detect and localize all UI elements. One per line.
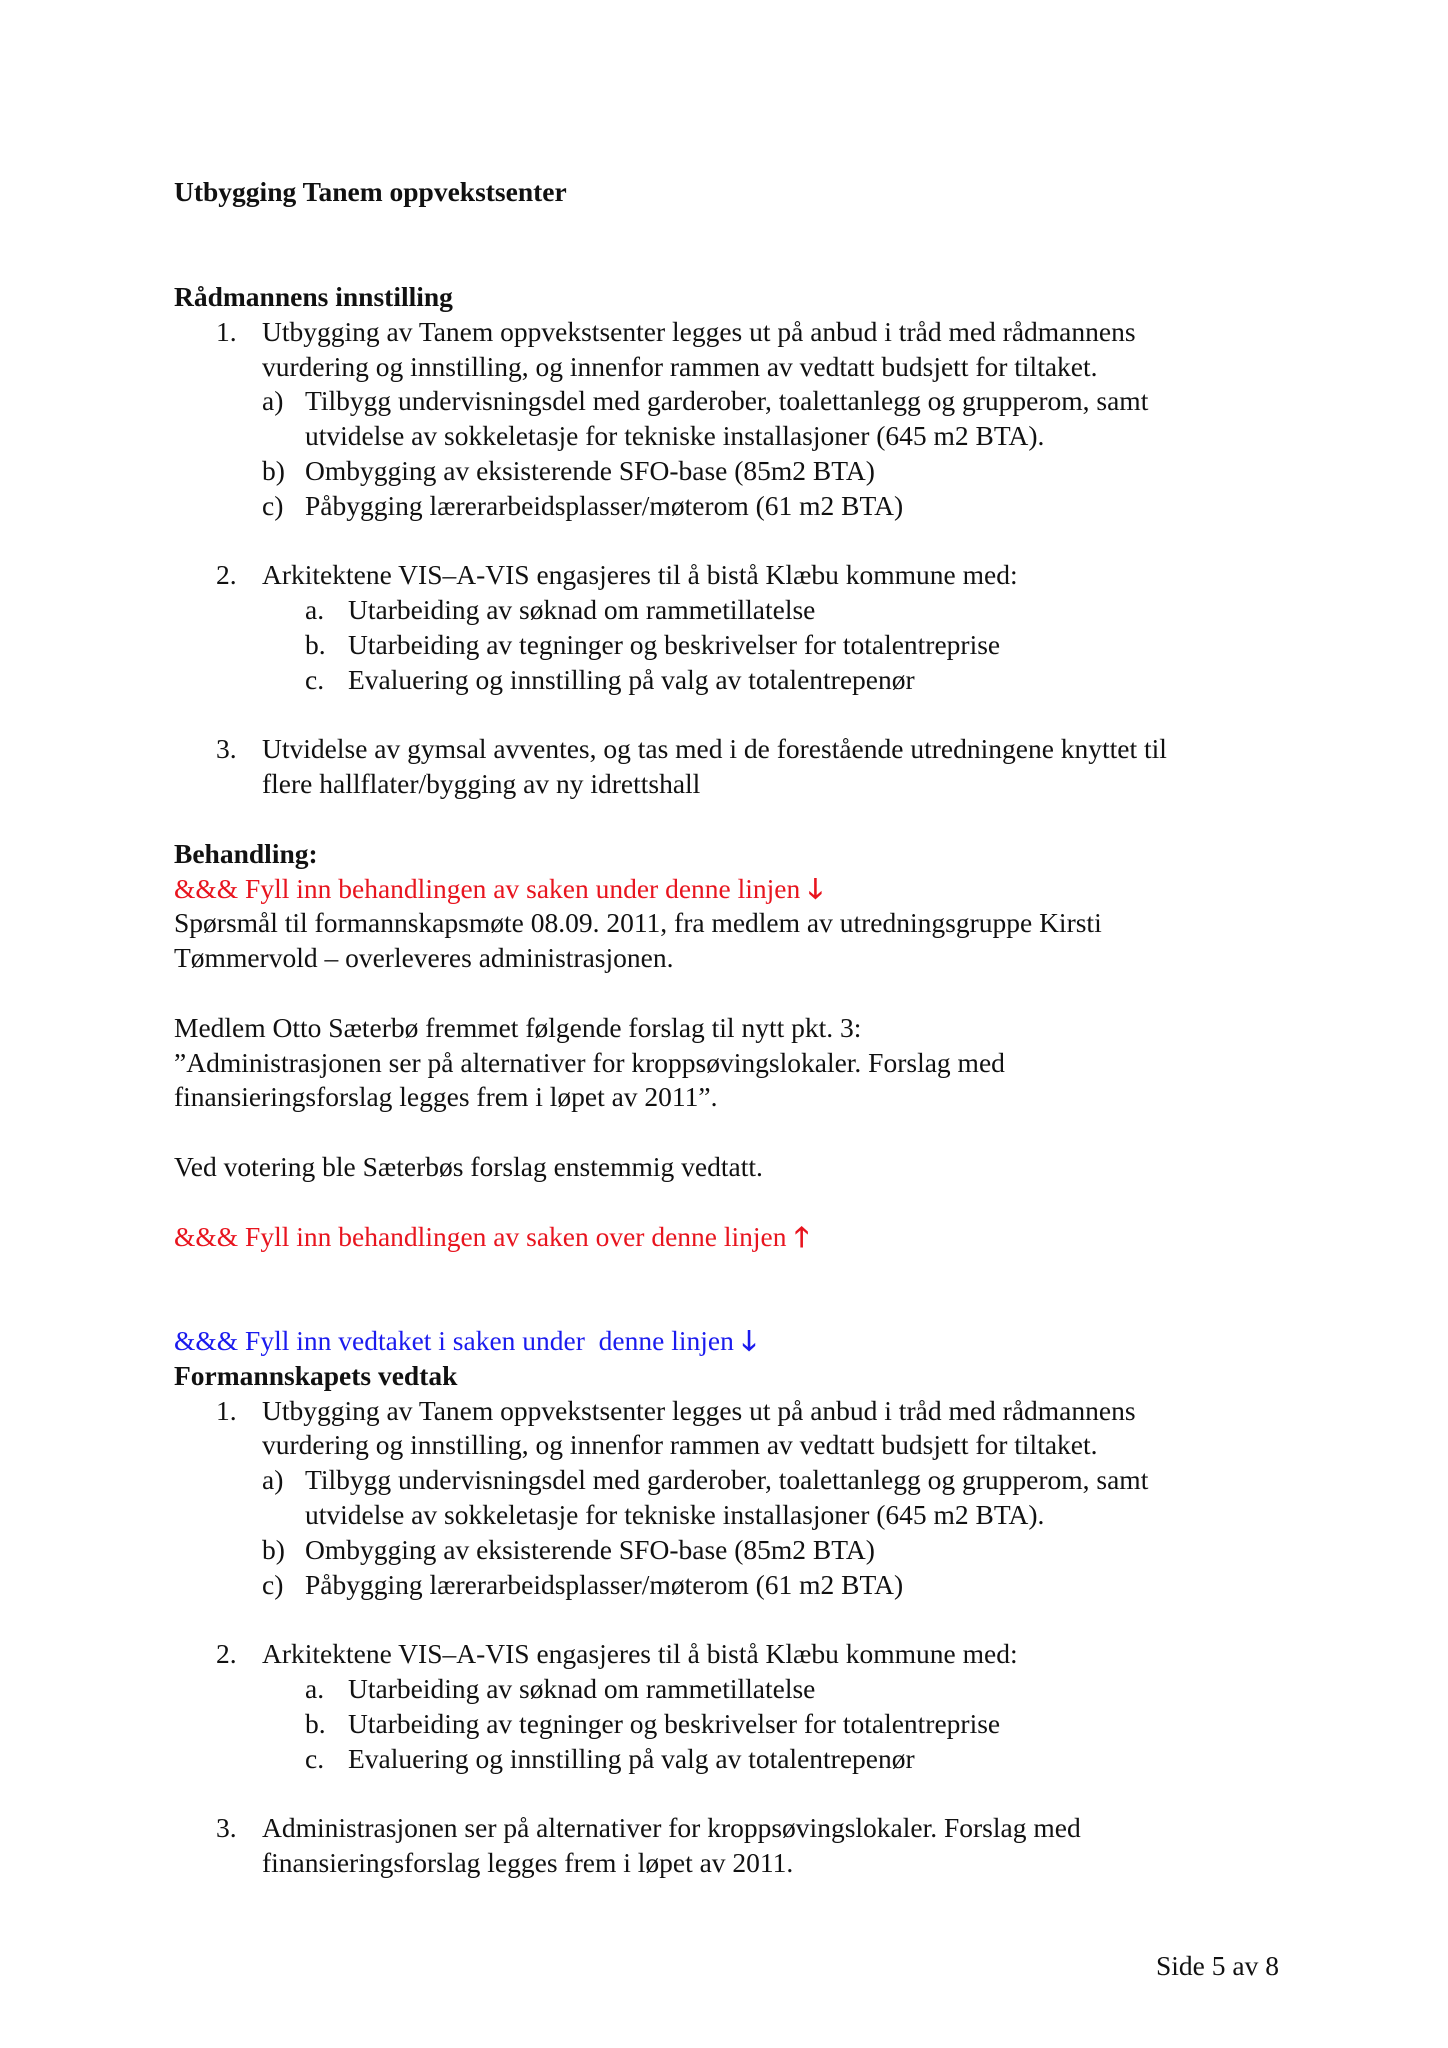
innstilling-item3-line2: flere hallflater/bygging av ny idrettshall [262, 768, 701, 799]
vedtak-item3-number: 3. [216, 1812, 237, 1843]
vedtak-marker-under [174, 1324, 756, 1358]
vedtak-item1-line1: Utbygging av Tanem oppvekstsenter legges ut på anbud i tråd med rådmannens [262, 1395, 1136, 1426]
vedtak-item1-c-text: Påbygging lærerarbeidsplasser/møterom (61 m2 BTA) [305, 1569, 904, 1600]
innstilling-item3-line1: Utvidelse av gymsal avventes, og tas med i de forestående utredningene knyttet til [262, 733, 1167, 764]
innstilling-item2-a-marker: a. [305, 594, 325, 625]
vedtak-item3-line2: finansieringsforslag legges frem i løpet av 2011. [262, 1847, 794, 1878]
vedtak-item2-a-text: Utarbeiding av søknad om rammetillatelse [348, 1673, 816, 1704]
vedtak-item1-a-line2: utvidelse av sokkeletasje for tekniske installasjoner (645 m2 BTA). [305, 1499, 1045, 1530]
vedtak-item2-b-marker: b. [305, 1708, 326, 1739]
behandling-p3: Ved votering ble Sæterbøs forslag enstemmig vedtatt. [174, 1151, 763, 1182]
behandling-marker-under [174, 872, 823, 906]
vedtak-item1-b-marker: b) [262, 1534, 285, 1565]
behandling-marker-under-text: &&& Fyll inn behandlingen av saken under denne linjen [174, 873, 801, 904]
behandling-marker-over-text: &&& Fyll inn behandlingen av saken over denne linjen [174, 1221, 787, 1252]
innstilling-item2-b-text: Utarbeiding av tegninger og beskrivelser for totalentreprise [348, 629, 1001, 660]
behandling-p2-line1: Medlem Otto Sæterbø fremmet følgende forslag til nytt pkt. 3: [174, 1012, 862, 1043]
behandling-p2-line2: ”Administrasjonen ser på alternativer for kroppsøvingslokaler. Forslag med [174, 1047, 1005, 1078]
innstilling-item1-number: 1. [216, 316, 237, 347]
vedtak-item2-number: 2. [216, 1638, 237, 1669]
vedtak-item1-number: 1. [216, 1395, 237, 1426]
vedtak-item2-c-text: Evaluering og innstilling på valg av totalentrepenør [348, 1743, 915, 1774]
vedtak-item1-a-line1: Tilbygg undervisningsdel med garderober, toalettanlegg og grupperom, samt [305, 1464, 1149, 1495]
innstilling-item1-a-line2: utvidelse av sokkeletasje for tekniske installasjoner (645 m2 BTA). [305, 420, 1045, 451]
vedtak-item1-line2: vurdering og innstilling, og innenfor rammen av vedtatt budsjett for tiltaket. [262, 1429, 1098, 1460]
innstilling-item1-b-text: Ombygging av eksisterende SFO-base (85m2 BTA) [305, 455, 875, 486]
innstilling-item1-a-line1: Tilbygg undervisningsdel med garderober, toalettanlegg og grupperom, samt [305, 385, 1149, 416]
innstilling-item2-c-marker: c. [305, 664, 325, 695]
innstilling-item3-number: 3. [216, 733, 237, 764]
innstilling-item2-number: 2. [216, 559, 237, 590]
innstilling-item2-c-text: Evaluering og innstilling på valg av totalentrepenør [348, 664, 915, 695]
behandling-p1-line2: Tømmervold – overleveres administrasjonen. [174, 942, 674, 973]
innstilling-item1-c-text: Påbygging lærerarbeidsplasser/møterom (61 m2 BTA) [305, 490, 904, 521]
vedtak-item2-text: Arkitektene VIS–A-VIS engasjeres til å bistå Klæbu kommune med: [262, 1638, 1018, 1669]
innstilling-item2-a-text: Utarbeiding av søknad om rammetillatelse [348, 594, 816, 625]
document-title: Utbygging Tanem oppvekstsenter [174, 176, 567, 207]
innstilling-item1-a-marker: a) [262, 385, 284, 416]
innstilling-item2-text: Arkitektene VIS–A-VIS engasjeres til å bistå Klæbu kommune med: [262, 559, 1018, 590]
behandling-heading: Behandling: [174, 838, 318, 869]
behandling-marker-over [174, 1220, 809, 1254]
innstilling-item1-line2: vurdering og innstilling, og innenfor rammen av vedtatt budsjett for tiltaket. [262, 351, 1098, 382]
innstilling-item1-c-marker: c) [262, 490, 284, 521]
vedtak-item1-c-marker: c) [262, 1569, 284, 1600]
vedtak-item2-a-marker: a. [305, 1673, 325, 1704]
vedtak-item3-line1: Administrasjonen ser på alternativer for kroppsøvingslokaler. Forslag med [262, 1812, 1081, 1843]
arrow-up-icon: 🡑 [794, 1221, 809, 1252]
innstilling-item1-b-marker: b) [262, 455, 285, 486]
innstilling-item2-b-marker: b. [305, 629, 326, 660]
innstilling-heading: Rådmannens innstilling [174, 281, 453, 312]
vedtak-item1-b-text: Ombygging av eksisterende SFO-base (85m2 BTA) [305, 1534, 875, 1565]
behandling-p2-line3: finansieringsforslag legges frem i løpet av 2011”. [174, 1081, 718, 1112]
page-number: Side 5 av 8 [1156, 1950, 1279, 1981]
vedtak-item1-a-marker: a) [262, 1464, 284, 1495]
behandling-p1-line1: Spørsmål til formannskapsmøte 08.09. 2011, fra medlem av utredningsgruppe Kirsti [174, 907, 1102, 938]
vedtak-item2-b-text: Utarbeiding av tegninger og beskrivelser for totalentreprise [348, 1708, 1001, 1739]
arrow-down-icon: 🡓 [741, 1325, 757, 1356]
vedtak-heading: Formannskapets vedtak [174, 1360, 458, 1391]
arrow-down-icon: 🡓 [808, 873, 823, 904]
vedtak-item2-c-marker: c. [305, 1743, 325, 1774]
vedtak-marker-under-text: &&& Fyll inn vedtaket i saken under denne linjen [174, 1325, 734, 1356]
innstilling-item1-line1: Utbygging av Tanem oppvekstsenter legges ut på anbud i tråd med rådmannens [262, 316, 1136, 347]
